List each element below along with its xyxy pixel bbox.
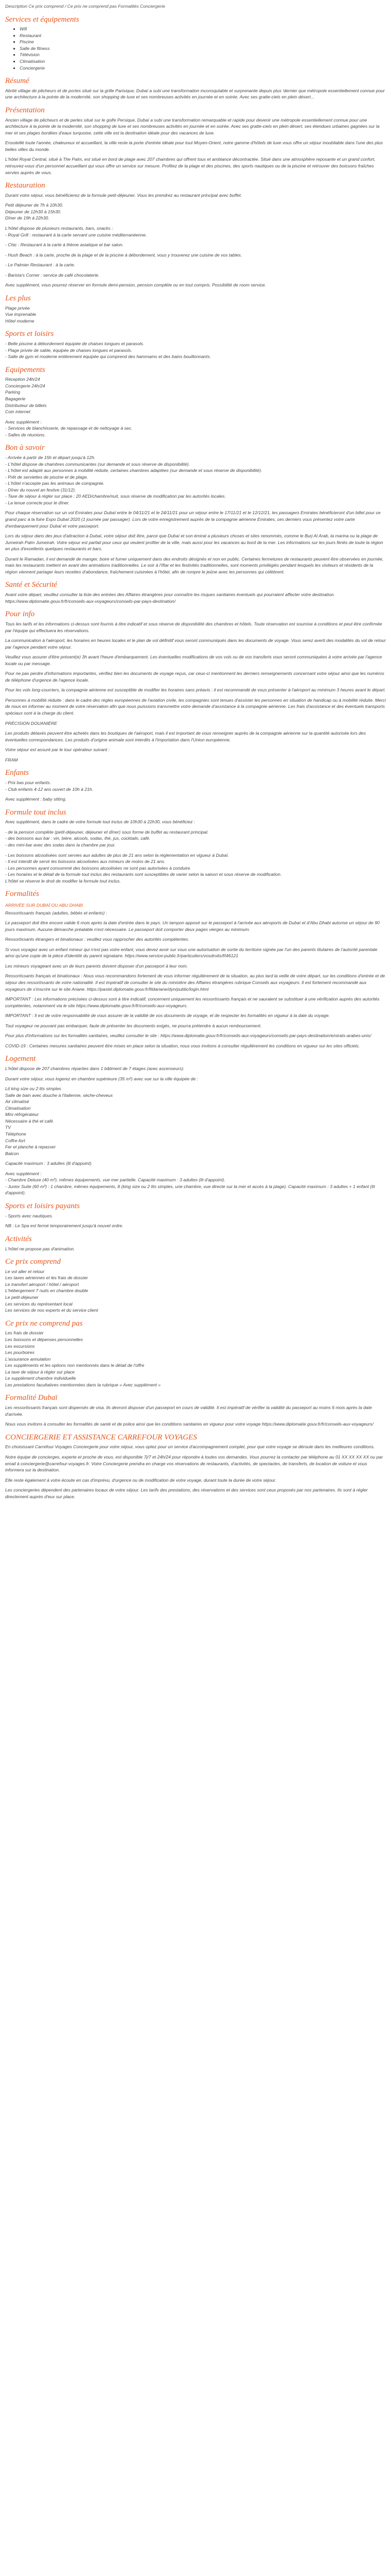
text-line: - Il est interdit de servir les boissons alcoolisées aux mineurs de moins de 21 ans. (5, 859, 166, 865)
formalite-dubai-text: Nous vous invitons à consulter les formalités de santé et de police ainsi que les conditions sanitaires en vigueur pour votre voyage https://www.diplomatie.gouv.fr/fr/conseils-aux-voyageurs/ (5, 1421, 373, 1427)
formalites-text: IMPORTANT : Les informations précisées ci-dessus sont à titre indicatif, concernent uniquement les ressortissants français et ne sauraient se substituer à une vérification auprès des autorités compétentes, notamment via le site https://www.diplomatie.gouv.fr/fr/conseils-aux-voyageurs. (5, 996, 380, 1008)
text-line: Plage privée (5, 305, 30, 311)
section-title-sports: Sports et loisirs (5, 330, 54, 338)
communication-text: La communication à l'aéroport, les horaires en heures locales et le plan de vol définitif vous seront communiqués dans les documents de voyage. Vous serez averti des modalités du vol de retour par l'agence pendant votre séjour. (5, 638, 386, 650)
text-line: Les excursions (5, 1343, 35, 1349)
text-line: Conciergerie 24h/24 (5, 383, 45, 388)
presentation-text: Ensoleillé toute l'année, chaleureux et accueillant, la ville reste la porte d'entrée idéale pour tout Moyen-Orient, notre gamme d'hôtels de luxe vous offre un séjour inoubliable dans l'une des plus belles villes du monde. (5, 140, 383, 152)
activites-text: L'hôtel ne propose pas d'animation. (5, 1246, 75, 1251)
list-item: ▪ Wifi (20, 26, 386, 32)
section-title-conciergerie: CONCIERGERIE ET ASSISTANCE CARREFOUR VOYAGES (5, 1433, 197, 1442)
section-title-sports-payants: Sports et loisirs payants (5, 1201, 80, 1210)
formalites-text: Pour plus d'informations sur les formalités sanitaires, veuillez consulter le site : https://www.diplomatie.gouv.fr/fr/conseils-aux-voyageurs/conseils-par-pays-destination/emirats-arabes-unis/ (5, 1033, 371, 1039)
section-title-ce-prix-ne-comprend-pas: Ce prix ne comprend pas (5, 1319, 83, 1328)
text-line: - Les boissons alcoolisées sont servies aux adultes de plus de 21 ans selon la réglementation en vigueur à Dubaï. (5, 852, 229, 858)
text-line: Le petit-déjeuner (5, 1295, 39, 1300)
section-title-logement: Logement (5, 1055, 36, 1063)
text-line: - Services de blanchisserie, de repassage et de nettoyage à sec. (5, 426, 133, 431)
text-line: Coin internet (5, 409, 30, 415)
sante-text: Avant votre départ, veuillez consulter la liste des entrées des Affaires étrangères pour connaître les risques sanitaires éventuels qui pourraient affecter votre destination. https://www.diplomatie.gouv.fr/fr/conseils-aux-voyageurs/conseils-par-pays-destination/ (5, 592, 335, 604)
formalites-text: IMPORTANT : Il est de votre responsabilité de vous assurer de la validité de vos documents de voyage, et de respecter les formalités en vigueur à la date du voyage. (5, 1013, 330, 1019)
text-line: Téléphone (5, 1131, 26, 1137)
list-item: ▪ Piscine (20, 39, 386, 45)
info-text: Tous les tarifs et les informations ci-dessus sont fournis à titre indicatif et sous réserve de disponibilité des chambres et hôtels. Toute réservation est soumise à conditions et peut être confirmée par l'équipe qui effectuera les réservations. (5, 621, 382, 633)
text-line: Salle de bain avec douche à l'italienne, sèche-cheveux (5, 1092, 113, 1098)
section-title-sante: Santé et Sécurité (5, 581, 57, 589)
list-item: ▪ Climatisation (20, 58, 386, 65)
text-line: - L'hôtel est adapté aux personnes à mobilité réduite, certaines chambres adaptées (sur demande et sous réserve de disponibilité). (5, 468, 262, 473)
formalites-text: Ressortissants français (adultes, bébés et enfants) : (5, 910, 107, 916)
formalites-text: Tout voyageur ne pouvant pas embarquer, faute de présenter les documents exigés, ne pourra prétendre à aucun remboursement. (5, 1023, 262, 1028)
text-line: - Salles de réunions. (5, 432, 46, 437)
section-title-formule: Formule tout inclus (5, 808, 67, 817)
conciergerie-text: Notre équipe de concierges, experte et proche de vous, est disponible 7j/7 et 24h/24 pour répondre à toutes vos demandes. Vous pourrez la contacter par téléphone au 01 XX XX XX XX ou par email à conciergerie@carrefour-voyages.fr. Votre Conciergerie prendra en charge vos réservations de restaurants, d'activités, de spectacles, de transferts, de location de voiture et vous informera sur la destination. (5, 1454, 383, 1473)
tour-operator: FRAM (5, 757, 18, 762)
section-title-ce-prix-comprend: Ce prix comprend (5, 1258, 61, 1266)
communication-text: Veuillez vous assurer d'être présent(e) 3h avant l'heure d'embarquement. Les éventuelles modifications de vos vols ou de vos transferts vous seront communiquées à votre arrivée par l'agence locale ou par message. (5, 654, 382, 666)
text-line: Petit déjeuner de 7h à 10h30. (5, 202, 63, 208)
enfants-list (5, 779, 386, 803)
text-line: Les suppléments et les options non mentionnés dans le détail de l'offre (5, 1363, 144, 1368)
text-line: Mini réfrigérateur (5, 1112, 39, 1117)
section-title-presentation: Présentation (5, 106, 45, 114)
text-line: La taxe de séjour à régler sur place (5, 1369, 75, 1375)
logement-equipment-list (5, 1086, 386, 1196)
formalites-text: Ressortissants étrangers et binationaux : veuillez vous rapprocher des autorités compétentes. (5, 937, 189, 942)
section-title-bon-a-savoir: Bon à savoir (5, 444, 45, 452)
text-line: Les pourboires (5, 1350, 35, 1355)
equipements-list (5, 376, 386, 438)
section-title-enfants: Enfants (5, 769, 29, 777)
services-list (5, 26, 386, 71)
text-line: - Royal Grill : restaurant à la carte servant une cuisine méditerranéenne. (5, 232, 147, 238)
plus-list (5, 305, 386, 325)
text-line: L'hôtel se réserve le droit de modifier la formule tout inclus. (5, 878, 121, 884)
text-line: - Chambre Deluxe (40 m²), mêmes équipements, vue mer partielle. Capacité maximum : 3 adultes (lit d'appoint). (5, 1177, 225, 1183)
list-item: ▪ Restaurant (20, 32, 386, 39)
text-line: Le vol aller et retour (5, 1268, 44, 1274)
bon-a-savoir-text: Lors du séjour dans des jeux d'attraction à Dubaï, votre séjour doit être, parce que Dubaï et son émirat a plusieurs choses et sites renommés, comme le Burj Al Arab, la marina ou la plage de Jumeirah Palm Jumeirah. Votre séjour est parfait pour ceux qui veulent profiter de la ville, mais aussi pour les vacances au bord de la mer. Les informations sur les jours fériés de toute la région en plus d'excellents quelques restaurants et bars. (5, 533, 383, 552)
text-line: - Chic : Restaurant à la carte à thème asiatique et bar salon. (5, 242, 124, 248)
section-title-activites: Activités (5, 1234, 32, 1243)
text-line: Avec supplément : baby sitting. (5, 796, 67, 802)
communication-text: Votre séjour est assuré par le tour opérateur suivant : (5, 747, 110, 753)
text-line: - Taxe de séjour à régler sur place : 20 AED/chambre/nuit, sous réserve de modification par les autorités locales. (5, 494, 226, 499)
formalites-text: Ressortissants français et binationaux : Nous vous recommandons fortement de vous informer régulièrement de la situation, au plus tard la veille de votre départ, sur les conditions d'entrée et de séjour des ressortissants de votre nationalité. Il est impératif de consulter le site du ministère des Affaires étrangères rubrique Conseils aux voyageurs. Il est fortement recommandé aux voyageurs de s'inscrire sur le site Ariane. https://pastel.diplomatie.gouv.fr/fildariane/dyn/public/login.html (5, 973, 385, 992)
text-line: Hôtel moderne (5, 318, 35, 324)
bon-a-savoir-list (5, 454, 386, 510)
section-title-resume: Résumé (5, 77, 29, 86)
text-line: Parking (5, 389, 21, 395)
text-line: - Barista's Corner : service de café chocolaterie. (5, 272, 100, 278)
text-line: Les prestations facultatives mentionnées dans la rubrique « Avec supplément » (5, 1382, 161, 1387)
formalites-text: COVID-19 : Certaines mesures sanitaires peuvent être mises en place selon la situation, nous vous invitons à consulter régulièrement les conditions en vigueur sur les sites officiels. (5, 1043, 360, 1048)
formalite-dubai-text: Les ressortissants français sont dispensés de visa. Ils devront disposer d'un passeport en cours de validité. Il est impératif de vérifier la validité du passeport au moins 6 mois après la date d'arrivée. (5, 1405, 372, 1417)
text-line: - Belle piscine à débordement équipée de chaises longues et parasols. (5, 341, 144, 346)
text-line: Le supplément chambre individuelle (5, 1376, 76, 1381)
list-item: ▪ Salle de fitness (20, 45, 386, 52)
section-title-services: Services et équipements (5, 15, 79, 24)
presentation-text: Ancien village de pêcheurs et de perles situé sur le golfe Persique, Dubaï a subi une transformation remarquable et rapide pour devenir une métropole essentiellement connue pour une architecture à la pointe de la modernité, son shopping de luxe et ses nombreuses activités en journée et en soirée. Avec ses gratte-ciels en plein désert, ses étendues urbaines gagnées sur la mer et ses plages bordées d'eaux turquoise, cette ville est la destination idéale pour des vacances de luxe. (5, 117, 380, 135)
tab-navigation-text[interactable]: Description Ce prix comprend / Ce prix ne comprend pas Formalités Conciergerie (5, 4, 165, 9)
text-line: Les services de nos experts et du service client (5, 1308, 99, 1313)
text-line: Balcon (5, 1150, 19, 1156)
text-line: NB : Le Spa est fermé temporairement jusqu'à nouvel ordre. (5, 1223, 124, 1229)
text-line: - Plage privée de sable, équipée de chaises longues et parasols. (5, 347, 133, 353)
text-line: - Les personnes ayant consommé des boissons alcoolisées ne sont pas autorisées à conduire. (5, 865, 191, 871)
text-line: - La tenue correcte pour le dîner. (5, 500, 70, 505)
section-title-formalite-dubai: Formalité Dubaï (5, 1394, 58, 1402)
presentation-text: L'hôtel Royal Central, situé à The Palm, est situé en bord de plage avec 207 chambres qui offrent tous et ambiance décontractée. Situé dans une atmosphère reposante et un grand confort, retrouvez-vous d'un personnel accueillant qui vous offre un service sur mesure. Profitez de la plage et des piscines, des sports nautiques ou de la piscine et retrouver des boissons fraîches servies auprès de vous. (5, 157, 376, 175)
formalites-subtitle: ARRIVÉE SUR DUBAÏ OU ABU DHABI (5, 903, 83, 908)
resume-text: Abrité village de pêcheurs et de portes situé sur la grille Parisique, Dubaï a subi une transformation inconsqutable et surprenante depuis plus 'dernier que métropole essentiellement connue pour une architecture à la pointe de la modernité, son shopping de luxe et ses nombreuses activités en journée et en soirée. Avec ses gratte-ciels en plein désert... (5, 88, 385, 100)
text-line: - Salle de gym et moderne entièrement équipée qui comprend des hammams et des bains bouillonnants. (5, 354, 211, 360)
text-line: Les taxes aériennes et les frais de dossier (5, 1275, 88, 1281)
list-item: ▪ Télévision (20, 52, 386, 58)
text-line: L'hôtel dispose de plusieurs restaurants, bars, snacks : (5, 226, 113, 231)
logement-text: L'hôtel dispose de 207 chambres réparties dans 1 bâtiment de 7 étages (avec ascenseurs). (5, 1066, 185, 1072)
bon-a-savoir-text: Durant le Ramadan, il est demandé de manger, boire et fumer uniquement dans des endroits désignés et non en public. Certaines fermetures de restaurants peuvent être observées en journée, mais les restaurants mettent en avant des animations traditionnelles. Le soir à l'Iftar et les festivités traditionnelles, sont moments privilégiés pendant lesquels les visiteurs et résidents de la région viennent partager leurs recettes d'abondance, fraîchement cuisinées à l'hôtel, afin de rompre le jeûne avec les personnes qui célèbrent. (5, 556, 384, 574)
sports-payants-list (5, 1213, 386, 1229)
text-line: - Junior Suite (60 m²) : 1 chambre, mêmes équipements, 8 (king size ou 2 lits simples, une chambre, vue directe sur la mer et accès à la plage). Capacité maximum : 3 adultes + 1 enfant (lit d'appoint). (5, 1183, 375, 1196)
ce-prix-comprend-list (5, 1268, 386, 1314)
text-line: Les services du représentant local (5, 1301, 73, 1307)
text-line: - Le Palmier Restaurant : à la carte. (5, 262, 75, 268)
text-line: Avec supplément : (5, 1171, 42, 1176)
text-line: - Prêt de serviettes de piscine et de plage. (5, 474, 88, 480)
section-title-plus: Les plus (5, 294, 31, 302)
text-line: - Prix bas pour enfants. (5, 780, 51, 785)
text-line: Coffre-fort (5, 1138, 25, 1143)
text-line: Dîner de 19h à 22h30. (5, 215, 50, 221)
text-line: L'hébergement 7 nuits en chambre double (5, 1288, 88, 1294)
section-title-formalites: Formalités (5, 890, 39, 899)
text-line: Réception 24h/24 (5, 377, 40, 382)
restauration-hours (5, 202, 386, 282)
communication-text: Personnes à mobilité réduite : dans le cadre des règles européennes de l'aviation civile, les compagnies sont tenues d'assister les personnes en situation de handicap ou à mobilité réduite. Merci de nous en informer au moment de votre réservation afin que nous puissions transmettre votre demande d'assistance à la compagnie aérienne. Les frais d'assistance et des éventuels transports spéciaux sont à la charge du client. (5, 697, 386, 716)
text-line: - L'hôtel n'accepte pas les animaux de compagnie. (5, 481, 105, 486)
list-item: ▪ Conciergerie (20, 65, 386, 72)
text-line: Les frais de dossier (5, 1330, 44, 1336)
section-title-restauration: Restauration (5, 181, 45, 190)
text-line: Avec supplément : (5, 419, 42, 425)
bon-a-savoir-text: Pour chaque réservation sur un vol Emirates pour Dubaï entre le 04/11/21 et le 24/11/21 pour un séjour entre le 17/11/21 et le 12/12/21, les passagers Emirates bénéficieront d'un billet pour ce grand parc à la foire Expo Dubaï 2020 (1 journée par passager). Lors de votre enregistrement auprès de la compagnie aérienne Emirates, ces derniers vous présentez votre carte d'embarquement pour Dubaï et votre passeport. (5, 510, 381, 529)
communication-text: Pour les vols long-courriers, la compagnie aérienne est susceptible de modifier les horaires sans préavis : il est recommandé de vous présenter à l'aéroport au minimum 3 heures avant le départ. (5, 687, 386, 693)
text-line: Distributeur de billets (5, 402, 47, 408)
text-line: Vue imprenable (5, 312, 37, 317)
text-line: Le transfert aéroport / hôtel / aéroport (5, 1281, 79, 1287)
ce-prix-ne-comprend-pas-list (5, 1330, 386, 1388)
text-line: TV (5, 1125, 11, 1130)
text-line: - des boissons aux bar : vin, bière, alcools, sodas, thé, jus, cocktails, café. (5, 836, 151, 841)
formalites-text: Les mineurs voyageant avec un de leurs parents doivent disposer d'un passeport à leur nom. (5, 963, 188, 969)
text-line: Fer et planche à repasser (5, 1144, 56, 1150)
conciergerie-text: Elle reste également à votre écoute en cas d'imprévu, d'urgence ou de modification de votre voyage, durant toute la durée de votre séjour. (5, 1477, 276, 1483)
formule-text: Avec supplément, dans le cadre de votre formule tout inclus de 10h30 à 22h30, vous bénéficiez : (5, 819, 196, 825)
text-line: Air climatisé (5, 1099, 29, 1105)
formule-list (5, 829, 386, 884)
text-line: Bagagerie (5, 396, 26, 402)
conciergerie-text: Les conciergeries dépendent des partenaires locaux de votre séjour. Les tarifs des prestations, des réservations et des services sont ceux proposés par nos partenaires. Ils sont à régler directement auprès d'eux sur place. (5, 1487, 368, 1499)
section-title-equipements: Equipements (5, 365, 45, 374)
conciergerie-text: En choisissant Carrefour Voyages Conciergerie pour votre séjour, vous optez pour un service d'accompagnement complet, pour que votre voyage se déroule dans les meilleures conditions. (5, 1444, 375, 1450)
text-line: Les boissons et dépenses personnelles (5, 1336, 83, 1342)
text-line: - Les horaires et le détail de la formule tout inclus des restaurants sont susceptibles de varier selon la saison et sous réserve de modification. (5, 872, 282, 877)
text-line: Déjeuner de 12h30 à 15h30. (5, 209, 61, 214)
text-line: Climatisation (5, 1105, 31, 1111)
text-line: - Dîner du nouvel an festive (31/12). (5, 487, 76, 493)
text-line: - Sports avec nautiques. (5, 1213, 53, 1218)
formalites-text: Si vous voyagez avec un enfant mineur qui n'est pas votre enfant, vous devez avoir sur vous une autorisation de sortie du territoire signée par l'un des parents titulaires de l'autorité parentale ainsi qu'une copie de la pièce d'identité du parent signataire. https://www.service-public.fr/particuliers/vosdroits/R46121 (5, 946, 378, 959)
sports-list (5, 341, 386, 360)
text-line: Lit king size ou 2 lits simples (5, 1086, 61, 1092)
communication-text: Pour ne pas perdre d'informations importantes, vérifiez bien les documents de voyage reçus, car ceux-ci mentionnent les derniers renseignements concernant votre séjour ainsi que les numéros de téléphone d'urgence de l'agence locale. (5, 671, 384, 683)
text-line: - L'hôtel dispose de chambres communicantes (sur demande et sous réserve de disponibilité). (5, 461, 190, 467)
section-title-info: Pour info (5, 610, 35, 619)
text-line: Capacité maximum : 3 adultes (lit d'appoint). (5, 1161, 93, 1166)
text-line: Nécessaire à thé et café (5, 1118, 53, 1124)
text-line: - Hush Beach : à la carte, proche de la plage et de la piscine à débordement, vous y trouverez une cuisine de vos tables. (5, 252, 242, 258)
restauration-text: Avec supplément, vous pourrez réserver en formule demi-pension, pension complète ou en tout compris. Possibilité de room service. (5, 282, 266, 288)
logement-text: Durant votre séjour, vous logerez en chambre supérieure (35 m²) avec vue sur la ville équipée de : (5, 1076, 199, 1081)
text-line: - Club enfants 4-12 ans ouvert de 10h à 21h. (5, 786, 93, 792)
text-line: L'assurance annulation (5, 1356, 51, 1362)
restauration-text: Durant votre séjour, vous bénéficierez de la formule petit-déjeuner. Vous les prendrez au restaurant principal avec buffet. (5, 192, 242, 198)
text-line: - des mini-bar avec des sodas dans la chambre par jour. (5, 842, 116, 848)
communication-text: Les produits détaxés peuvent être achetés dans les boutiques de l'aéroport, mais il est important de vous renseigner auprès de la compagnie aérienne sur la quantité autorisée lors des éventuelles correspondances. Les produits d'origine animale sont interdits à l'importation dans l'Union européenne. (5, 731, 366, 742)
text-line: - de la pension complète (petit-déjeuner, déjeuner et dîner) sous forme de buffet au restaurant principal. (5, 829, 209, 835)
text-line: - Arrivée à partir de 15h et départ jusqu'à 12h. (5, 455, 95, 461)
formalites-text: Le passeport doit être encore valide 6 mois après la date d'entrée dans le pays. Un tampon apposé sur le passeport à l'arrivée aux aéroports de Dubaï et d'Abu Dhabi autorise un séjour de 90 jours maximum. Aucune démarche préalable n'est nécessaire. Le passeport doit comporter deux pages vierges au minimum. (5, 920, 380, 932)
precision-douaniere-label: PRÉCISION DOUANIÈRE (5, 720, 57, 726)
